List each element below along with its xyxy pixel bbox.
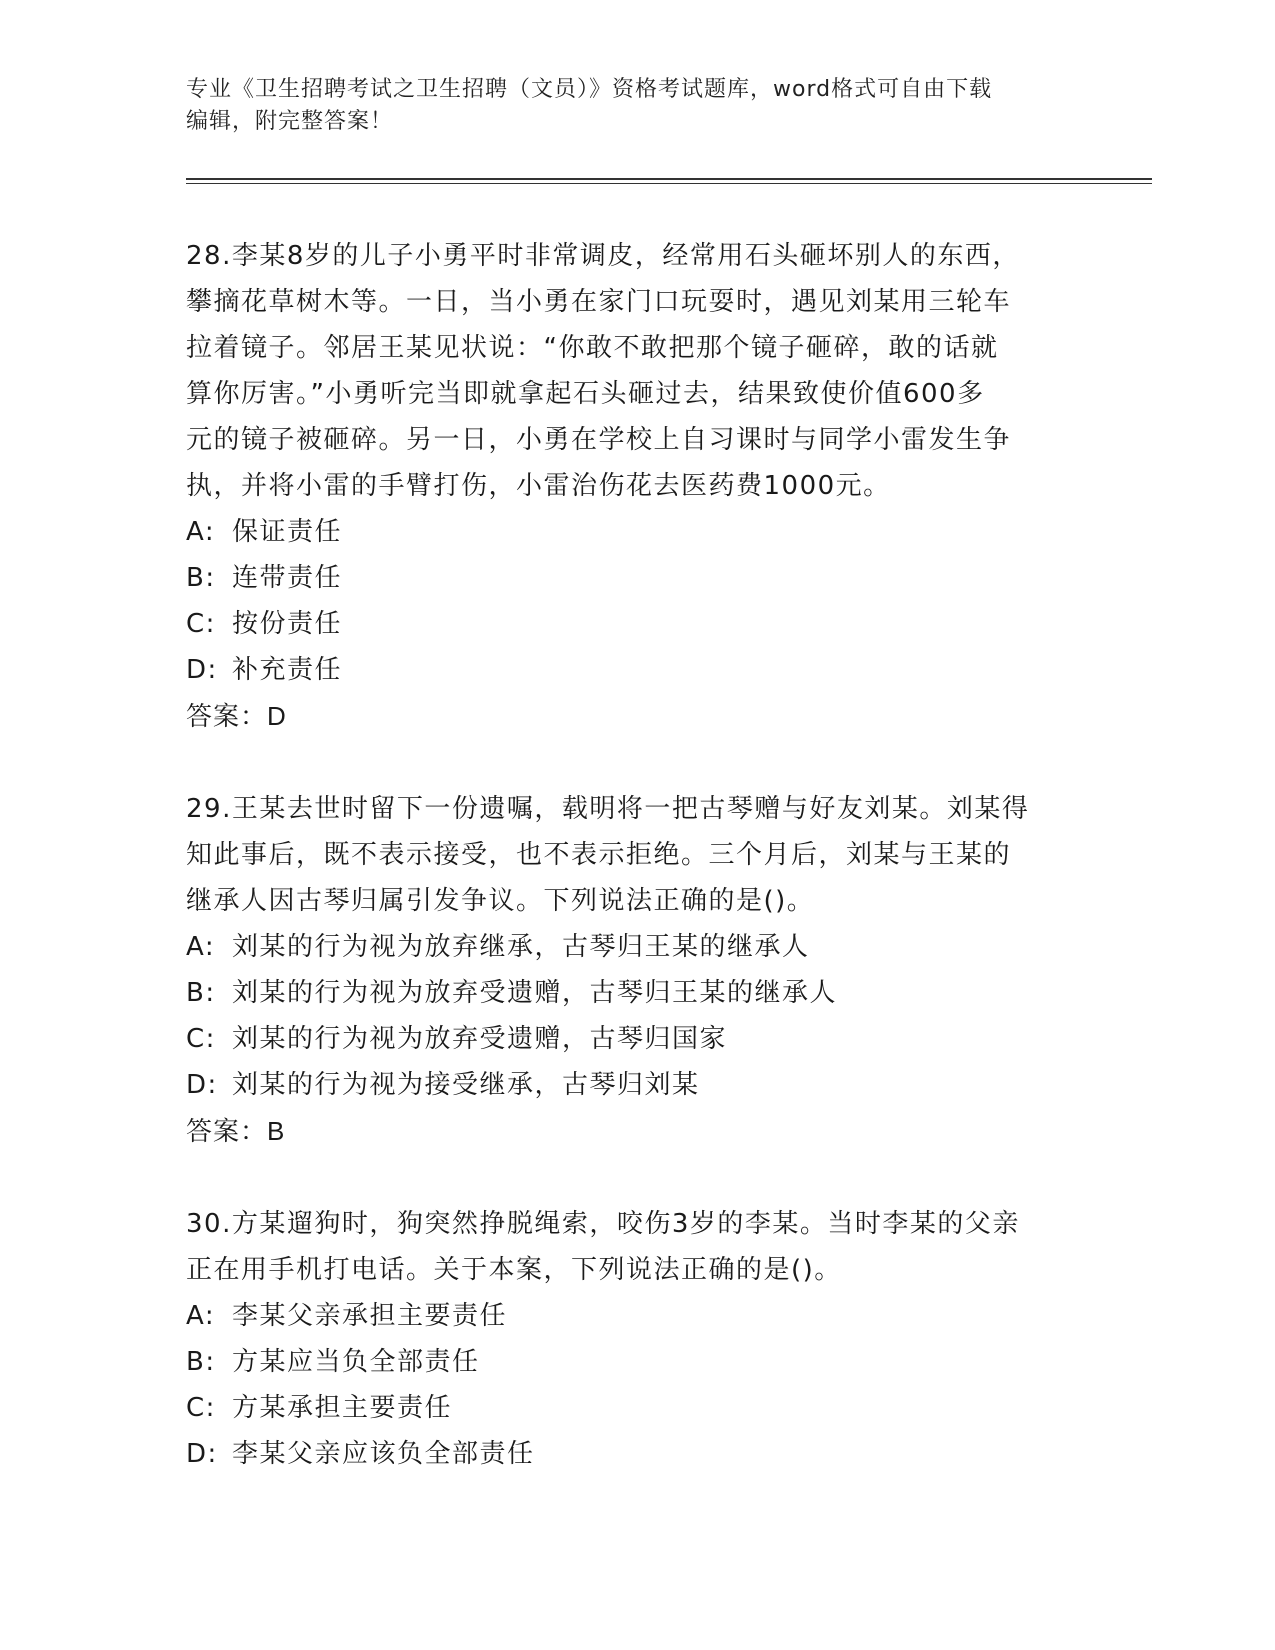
document-header xyxy=(186,74,1066,138)
option-text: 保证责任 xyxy=(232,517,343,547)
option-letter: B: xyxy=(186,563,216,593)
answer-label: 答案： xyxy=(186,1117,268,1147)
option-letter: D: xyxy=(186,655,218,685)
option-text: 李某父亲承担主要责任 xyxy=(232,1301,508,1331)
stem-line: 正在用手机打电话。关于本案，下列说法正确的是()。 xyxy=(186,1255,842,1285)
option-b xyxy=(186,1339,1086,1385)
question-stem xyxy=(186,1201,1086,1293)
stem-line: 攀摘花草树木等。一日，当小勇在家门口玩耍时，遇见刘某用三轮车 xyxy=(186,287,1012,317)
question-30 xyxy=(186,1201,1086,1477)
question-29 xyxy=(186,786,1086,1155)
option-letter: D: xyxy=(186,1439,218,1469)
option-a xyxy=(186,1293,1086,1339)
header-line-1: 专业《卫生招聘考试之卫生招聘（文员）》资格考试题库，word格式可自由下载 xyxy=(186,77,993,102)
option-text: 刘某的行为视为放弃受遗赠，古琴归王某的继承人 xyxy=(232,978,838,1008)
stem-line: 28.李某8岁的儿子小勇平时非常调皮，经常用石头砸坏别人的东西， xyxy=(186,241,1020,271)
option-letter: C: xyxy=(186,1393,216,1423)
answer-line xyxy=(186,693,1086,740)
option-b xyxy=(186,555,1086,601)
option-d xyxy=(186,647,1086,693)
header-divider xyxy=(186,178,1152,180)
option-d xyxy=(186,1431,1086,1477)
question-stem xyxy=(186,786,1086,924)
option-text: 刘某的行为视为接受继承，古琴归刘某 xyxy=(232,1070,700,1100)
option-letter: B: xyxy=(186,978,216,1008)
option-a xyxy=(186,509,1086,555)
question-list xyxy=(186,233,1086,1477)
option-text: 按份责任 xyxy=(232,609,343,639)
option-text: 李某父亲应该负全部责任 xyxy=(232,1439,535,1469)
stem-line: 知此事后，既不表示接受，也不表示拒绝。三个月后，刘某与王某的 xyxy=(186,840,1012,870)
stem-line: 30.方某遛狗时，狗突然挣脱绳索，咬伤3岁的李某。当时李某的父亲 xyxy=(186,1209,1020,1239)
option-c xyxy=(186,601,1086,647)
option-text: 刘某的行为视为放弃继承，古琴归王某的继承人 xyxy=(232,932,810,962)
answer-label: 答案： xyxy=(186,702,268,732)
option-letter: C: xyxy=(186,609,216,639)
option-letter: B: xyxy=(186,1347,216,1377)
option-text: 方某承担主要责任 xyxy=(232,1393,453,1423)
stem-line: 拉着镜子。邻居王某见状说：“你敢不敢把那个镜子砸碎，敢的话就 xyxy=(186,333,999,363)
stem-line: 元的镜子被砸碎。另一日，小勇在学校上自习课时与同学小雷发生争 xyxy=(186,425,1012,455)
option-c xyxy=(186,1385,1086,1431)
option-b xyxy=(186,970,1086,1016)
header-divider-thin xyxy=(186,183,1152,184)
stem-line: 算你厉害。”小勇听完当即就拿起石头砸过去，结果致使价值600多 xyxy=(186,379,985,409)
option-c xyxy=(186,1016,1086,1062)
stem-line: 执，并将小雷的手臂打伤，小雷治伤花去医药费1000元。 xyxy=(186,471,891,501)
option-letter: A: xyxy=(186,517,216,547)
option-text: 补充责任 xyxy=(232,655,343,685)
question-28 xyxy=(186,233,1086,740)
question-stem xyxy=(186,233,1086,509)
option-letter: A: xyxy=(186,1301,216,1331)
answer-line xyxy=(186,1108,1086,1155)
stem-line: 29.王某去世时留下一份遗嘱，载明将一把古琴赠与好友刘某。刘某得 xyxy=(186,794,1030,824)
option-text: 方某应当负全部责任 xyxy=(232,1347,480,1377)
option-a xyxy=(186,924,1086,970)
option-text: 连带责任 xyxy=(232,563,343,593)
stem-line: 继承人因古琴归属引发争议。下列说法正确的是()。 xyxy=(186,886,815,916)
option-letter: A: xyxy=(186,932,216,962)
answer-value: B xyxy=(267,1116,286,1146)
option-text: 刘某的行为视为放弃受遗赠，古琴归国家 xyxy=(232,1024,728,1054)
header-line-2: 编辑，附完整答案！ xyxy=(186,109,394,134)
answer-value: D xyxy=(267,701,287,731)
option-d xyxy=(186,1062,1086,1108)
option-letter: D: xyxy=(186,1070,218,1100)
option-letter: C: xyxy=(186,1024,216,1054)
